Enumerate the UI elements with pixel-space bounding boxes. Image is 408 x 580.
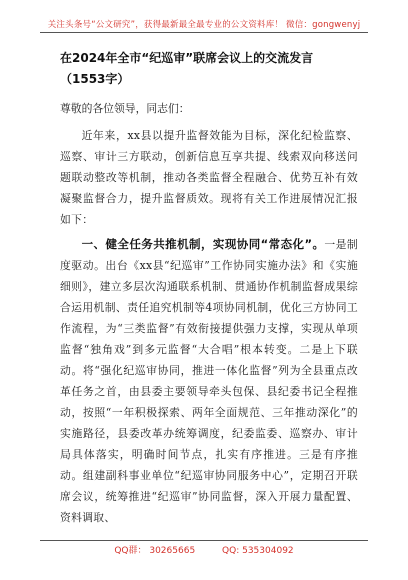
document-title: 在2024年全市“纪巡审”联席会议上的交流发言（1553字）	[60, 51, 314, 86]
footer-divider	[40, 540, 368, 541]
salutation: 尊敬的各位领导，同志们：	[60, 102, 190, 115]
footer-qq-group: QQ群： 30265665	[114, 546, 196, 556]
header-banner: 关注头条号“公文研究”，获得最新最全最专业的公文资料库！ 微信：gongwenyj	[47, 20, 361, 30]
section1-heading: 一、健全任务共推机制，实现协同“常态化”。	[81, 237, 325, 251]
section1-paragraph	[60, 234, 358, 528]
footer-qq: QQ: 535304092	[222, 546, 294, 556]
intro-paragraph: 近年来，xx县以提升监督效能为目标，深化纪检监察、巡察、审计三方联动，创新信息互享共提、线索双向移送问题联动整改等机制，推动各类监督全程融合、优势互补有效凝聚监督合力，提升监督质效。现将有关工作进展情况汇报如下：	[60, 129, 358, 226]
section1-body: 一是制度驱动。出台《xx县“纪巡审”工作协同实施办法》和《实施细则》，建立多层次沟通联系机制、贯通协作机制监督成果综合运用机制、责任追究机制等4项协同机制，优化三方协同工作流程，为“三类监督”有效衔接提供强力支撑，实现从单项监督“独角戏”到多元监督“大合唱”根本转变。二是上下联动。将“强化纪巡审协同，推进一体化监督”列为全县重点改革任务之首，由县委主要领导牵头包保、县纪委书记全程推动，按照“一年积极探索、两年全面规范、三年推动深化”的实施路径，县委改革办统筹调度，纪委监委、巡察办、审计局具体落实，明确时间节点，扎实有序推进。三是有序推动。组建副科事业单位“纪巡审协同服务中心”，定期召开联席会议，统筹推进“纪巡审”协同监督，深入开展力量配置、资料调取、	[60, 238, 358, 524]
footer	[0, 543, 408, 556]
header-divider	[40, 32, 368, 33]
document-body	[60, 48, 358, 528]
